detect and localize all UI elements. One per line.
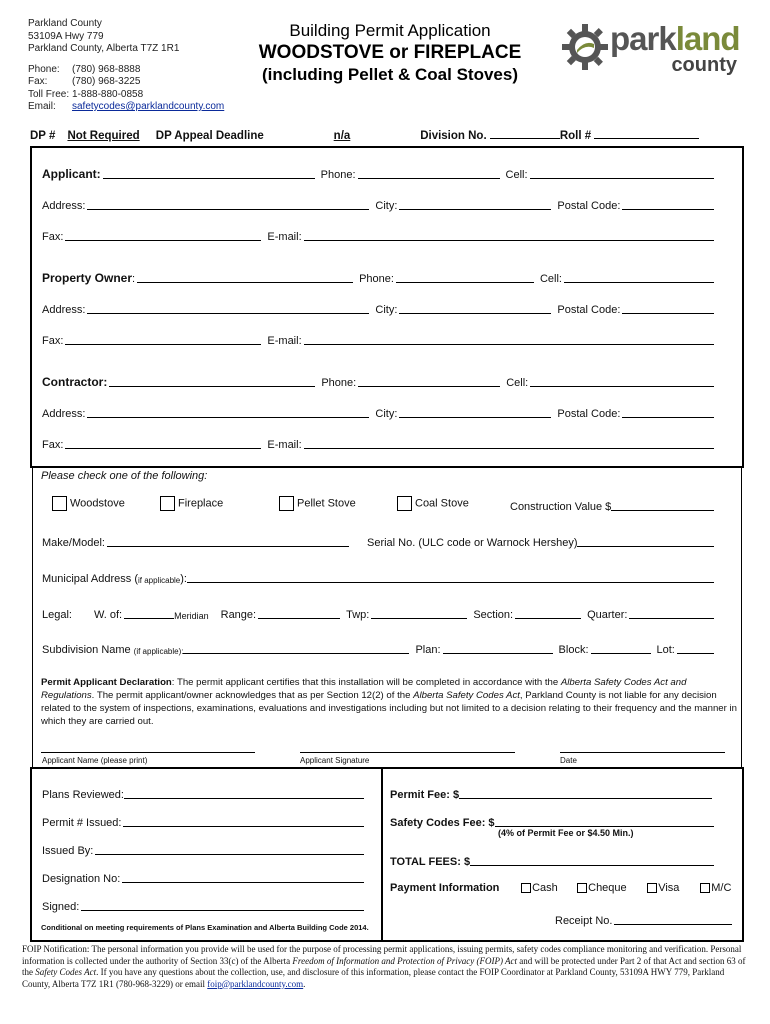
applicant-cell-label: Cell:	[505, 169, 528, 181]
cash-checkbox[interactable]	[521, 883, 531, 893]
applicant-heading: Applicant:	[42, 167, 101, 181]
mc-label: M/C	[711, 882, 732, 894]
receipt-row	[555, 911, 738, 927]
owner-address-label: Address:	[42, 304, 86, 316]
contractor-row-2	[42, 404, 720, 420]
owner-fax-field[interactable]	[65, 332, 261, 345]
dp-row	[30, 128, 699, 142]
owner-fax-label: Fax:	[42, 335, 64, 347]
coal-stove-checkbox[interactable]	[397, 496, 412, 511]
legal-label: Legal:	[42, 609, 72, 621]
contractor-address-label: Address:	[42, 408, 86, 420]
check-instruction-colon: :	[204, 470, 208, 482]
permit-fee-label: Permit Fee: $	[390, 789, 460, 801]
contractor-fax-field[interactable]	[65, 436, 261, 449]
owner-heading-colon: :	[132, 273, 136, 285]
applicant-email-field[interactable]	[304, 228, 714, 241]
total-fees-label: TOTAL FEES: $	[390, 856, 471, 868]
subdivision-paren: (if applicable):	[133, 647, 184, 656]
contractor-email-label: E-mail:	[267, 439, 302, 451]
safety-fee-field[interactable]	[495, 814, 714, 827]
contractor-fax-label: Fax:	[42, 439, 64, 451]
fax-value: (780) 968-3225	[72, 76, 141, 87]
municipal-address-row	[42, 569, 720, 585]
org-name: Parkland County	[28, 18, 102, 29]
logo-word-park: park	[610, 20, 676, 57]
twp-field[interactable]	[371, 606, 467, 619]
applicant-name-line[interactable]	[41, 752, 255, 753]
applicant-phone-label: Phone:	[320, 169, 356, 181]
fireplace-option[interactable]	[160, 496, 223, 511]
roll-field[interactable]	[594, 128, 699, 139]
foip-text-1: FOIP Notification: The personal information you provide will be used for the purpose of processing permit applications, issuing permits, safety codes compliance monitoring and verification. Personal information is collected under the authority of Section 33(c) of the Alberta	[22, 944, 742, 966]
owner-email-field[interactable]	[304, 332, 714, 345]
contractor-heading: Contractor:	[42, 375, 108, 389]
visa-option[interactable]	[647, 882, 697, 894]
contractor-address-field[interactable]	[87, 405, 369, 418]
receipt-field[interactable]	[614, 912, 732, 925]
permit-issued-field[interactable]	[123, 814, 364, 827]
title-line-3: (including Pellet & Coal Stoves)	[262, 65, 518, 84]
contractor-phone-field[interactable]	[358, 374, 500, 387]
applicant-fax-field[interactable]	[65, 228, 261, 241]
check-instruction-text: Please check one of the following	[41, 470, 205, 482]
org-address-block	[28, 18, 224, 114]
mc-option[interactable]	[700, 882, 731, 894]
contractor-postal-field[interactable]	[622, 405, 714, 418]
tollfree-contact	[28, 89, 224, 102]
woodstove-label: Woodstove	[70, 497, 125, 510]
org-city: Parkland County, Alberta T7Z 1R1	[28, 43, 180, 54]
fax-label: Fax:	[28, 76, 48, 87]
date-line[interactable]	[560, 752, 725, 753]
contractor-cell-label: Cell:	[506, 377, 529, 389]
meridian-label: Meridian	[174, 611, 209, 621]
contractor-city-label: City:	[375, 408, 398, 420]
logo-wordmark	[610, 20, 740, 58]
applicant-row-2	[42, 196, 720, 212]
safety-fee-note: (4% of Permit Fee or $4.50 Min.)	[498, 828, 634, 838]
owner-cell-field[interactable]	[564, 270, 714, 283]
form-title	[230, 20, 550, 85]
gear-logo-icon	[560, 22, 610, 72]
visa-label: Visa	[658, 882, 680, 894]
section-field[interactable]	[515, 606, 581, 619]
contractor-phone-label: Phone:	[321, 377, 357, 389]
issued-by-label: Issued By:	[42, 845, 94, 857]
block-label: Block:	[558, 644, 589, 656]
title-line-1: Building Permit Application	[289, 21, 491, 40]
foip-text-3: . If you have any questions about the collection, use, and disclosure of this information, please contact the FOIP Coordinator at Parkland County, 53109A HWY 779, Parkland County, Alberta T7Z 1R1 (780-968-3229) or email	[22, 967, 725, 989]
safety-fee-row	[390, 813, 720, 829]
appeal-label: DP Appeal Deadline	[155, 130, 264, 142]
designation-label: Designation No:	[42, 873, 121, 885]
plans-reviewed-label: Plans Reviewed:	[42, 789, 124, 801]
serial-label: Serial No. (ULC code or Warnock Hershey)	[366, 537, 578, 549]
permit-fee-field[interactable]	[459, 786, 712, 799]
applicant-row-1	[42, 165, 720, 181]
pellet-stove-checkbox[interactable]	[279, 496, 294, 511]
subdivision-label: Subdivision Name	[42, 644, 131, 656]
w-of-label: W. of:	[93, 609, 123, 621]
phone-contact	[28, 64, 224, 77]
total-fees-row	[390, 852, 720, 868]
owner-phone-label: Phone:	[359, 273, 394, 285]
contractor-postal-label: Postal Code:	[557, 408, 621, 420]
lot-label: Lot:	[656, 644, 675, 656]
issued-by-row	[42, 841, 370, 857]
signed-field[interactable]	[81, 898, 364, 911]
owner-email-label: E-mail:	[267, 335, 302, 347]
applicant-postal-label: Postal Code:	[557, 200, 621, 212]
applicant-address-field[interactable]	[87, 197, 369, 210]
owner-address-field[interactable]	[87, 301, 369, 314]
lot-field[interactable]	[677, 641, 714, 654]
plan-field[interactable]	[443, 641, 553, 654]
applicant-city-field[interactable]	[399, 197, 551, 210]
appeal-value[interactable]: n/a	[333, 130, 351, 142]
cheque-option[interactable]	[577, 882, 644, 894]
owner-row-3	[42, 331, 720, 347]
cheque-checkbox[interactable]	[577, 883, 587, 893]
email-label: Email:	[28, 101, 56, 112]
municipal-address-field[interactable]	[187, 570, 714, 583]
construction-value-field[interactable]	[611, 498, 714, 511]
applicant-signature-label: Applicant Signature	[300, 756, 370, 765]
foip-email-link[interactable]: foip@parklandcounty.com	[207, 978, 304, 989]
declaration-text-2: . The permit applicant/owner acknowledges that as per Section 12(2) of the	[91, 690, 414, 701]
owner-heading: Property Owner	[42, 271, 133, 285]
contractor-email-field[interactable]	[304, 436, 714, 449]
date-label: Date	[560, 756, 577, 765]
dp-label: DP #	[30, 130, 56, 142]
email-contact	[28, 101, 224, 114]
division-label: Division No.	[420, 130, 487, 142]
applicant-cell-field[interactable]	[530, 166, 714, 179]
designation-field[interactable]	[122, 870, 364, 883]
construction-value-row	[510, 497, 720, 513]
coal-option[interactable]	[397, 496, 469, 511]
signed-label: Signed:	[42, 901, 80, 913]
declaration-act-2: Alberta Safety Codes Act	[413, 690, 520, 701]
title-line-2: WOODSTOVE or FIREPLACE	[258, 42, 522, 63]
applicant-email-label: E-mail:	[267, 231, 302, 243]
visa-checkbox[interactable]	[647, 883, 657, 893]
cash-option[interactable]	[521, 882, 574, 894]
woodstove-checkbox[interactable]	[52, 496, 67, 511]
issued-by-field[interactable]	[95, 842, 364, 855]
plans-reviewed-field[interactable]	[124, 786, 364, 799]
parkland-logo	[560, 20, 745, 82]
foip-act: Freedom of Information and Protection of Privacy (FOIP) Act	[292, 955, 518, 966]
check-instruction	[41, 470, 207, 482]
declaration-text-3: , Parkland County is not liable for any decision related to the system of inspections, examinations, evaluations and investigations including but not limited to a decision relating to their frequency and the manner in which they are carried out.	[41, 690, 737, 727]
twp-label: Twp:	[346, 609, 370, 621]
municipal-if-applicable: if applicable	[138, 576, 181, 585]
contractor-cell-field[interactable]	[530, 374, 714, 387]
owner-postal-label: Postal Code:	[557, 304, 621, 316]
municipal-address-label: Municipal Address (	[42, 573, 138, 585]
dp-value[interactable]: Not Required	[67, 130, 140, 142]
owner-city-field[interactable]	[399, 301, 551, 314]
designation-row	[42, 869, 370, 885]
tollfree-value: 1-888-880-0858	[72, 88, 144, 100]
applicant-city-label: City:	[375, 200, 398, 212]
roll-label: Roll #	[559, 130, 592, 142]
range-field[interactable]	[258, 606, 340, 619]
quarter-field[interactable]	[629, 606, 714, 619]
total-fees-field[interactable]	[470, 853, 714, 866]
owner-row-2	[42, 300, 720, 316]
applicant-postal-field[interactable]	[622, 197, 714, 210]
construction-value-label: Construction Value $	[510, 501, 612, 513]
receipt-label: Receipt No.	[555, 915, 613, 927]
make-model-field[interactable]	[107, 534, 349, 547]
foip-notification	[22, 944, 750, 990]
plans-reviewed-row	[42, 785, 370, 801]
payment-info-label: Payment Information	[390, 882, 500, 894]
cash-label: Cash	[532, 882, 558, 894]
range-label: Range:	[220, 609, 257, 621]
safety-fee-label: Safety Codes Fee: $	[390, 817, 495, 829]
logo-word-land: land	[675, 20, 740, 57]
applicant-phone-field[interactable]	[358, 166, 500, 179]
owner-name-field[interactable]	[137, 270, 353, 283]
block-field[interactable]	[591, 641, 651, 654]
applicant-signature-line[interactable]	[300, 752, 515, 753]
declaration-text-1: : The permit applicant certifies that this installation will be completed in accordance with the	[171, 677, 561, 688]
fireplace-label: Fireplace	[178, 497, 224, 510]
cheque-label: Cheque	[588, 882, 627, 894]
make-model-label: Make/Model:	[42, 537, 105, 549]
owner-city-label: City:	[375, 304, 398, 316]
contractor-row-1	[42, 373, 720, 389]
applicant-name-field[interactable]	[103, 166, 315, 179]
subdivision-field[interactable]	[183, 641, 409, 654]
pellet-label: Pellet Stove	[297, 497, 356, 510]
municipal-close: ):	[180, 573, 187, 585]
logo-county: county	[671, 54, 737, 76]
woodstove-option[interactable]	[52, 496, 125, 511]
payment-row	[390, 882, 731, 894]
coal-label: Coal Stove	[415, 497, 469, 510]
quarter-label: Quarter:	[587, 609, 628, 621]
foip-text-2: and will be protected under Part 2 of that Act and section 63 of the	[22, 955, 746, 977]
contractor-city-field[interactable]	[399, 405, 551, 418]
phone-value: (780) 968-8888	[72, 63, 141, 75]
declaration-heading: Permit Applicant Declaration	[41, 677, 172, 688]
tollfree-label: Toll Free:	[28, 88, 70, 100]
email-link[interactable]: safetycodes@parklandcounty.com	[72, 101, 225, 112]
permit-issued-row	[42, 813, 370, 829]
foip-end: .	[303, 978, 306, 989]
permit-issued-label: Permit # Issued:	[42, 817, 122, 829]
applicant-fax-label: Fax:	[42, 231, 64, 243]
office-divider	[381, 767, 383, 942]
phone-label: Phone:	[28, 63, 60, 75]
applicant-address-label: Address:	[42, 200, 86, 212]
owner-cell-label: Cell:	[539, 273, 562, 285]
meridian-field[interactable]	[124, 606, 174, 619]
permit-fee-row	[390, 785, 718, 801]
declaration-act-1: Alberta Safety Codes Act and Regulations	[41, 677, 687, 701]
org-street: 53109A Hwy 779	[28, 30, 104, 42]
contractor-name-field[interactable]	[109, 374, 315, 387]
contractor-row-3	[42, 435, 720, 451]
plan-label: Plan:	[415, 644, 441, 656]
owner-phone-field[interactable]	[396, 270, 534, 283]
conditional-note: Conditional on meeting requirements of Plans Examination and Alberta Building Code 2014.	[41, 923, 369, 932]
serial-field[interactable]	[577, 534, 714, 547]
applicant-declaration	[41, 676, 741, 728]
applicant-row-3	[42, 227, 720, 243]
division-field[interactable]	[490, 128, 560, 139]
fireplace-checkbox[interactable]	[160, 496, 175, 511]
pellet-option[interactable]	[279, 496, 356, 511]
section-label: Section:	[473, 609, 514, 621]
subdivision-row	[42, 640, 720, 656]
make-serial-row	[42, 533, 720, 549]
safety-codes-act: Safety Codes Act	[35, 967, 97, 977]
owner-postal-field[interactable]	[622, 301, 714, 314]
legal-row	[42, 605, 720, 621]
owner-row-1	[42, 269, 720, 285]
applicant-name-label: Applicant Name (please print)	[42, 756, 148, 765]
signed-row	[42, 897, 370, 913]
mc-checkbox[interactable]	[700, 883, 710, 893]
fax-contact	[28, 76, 224, 89]
